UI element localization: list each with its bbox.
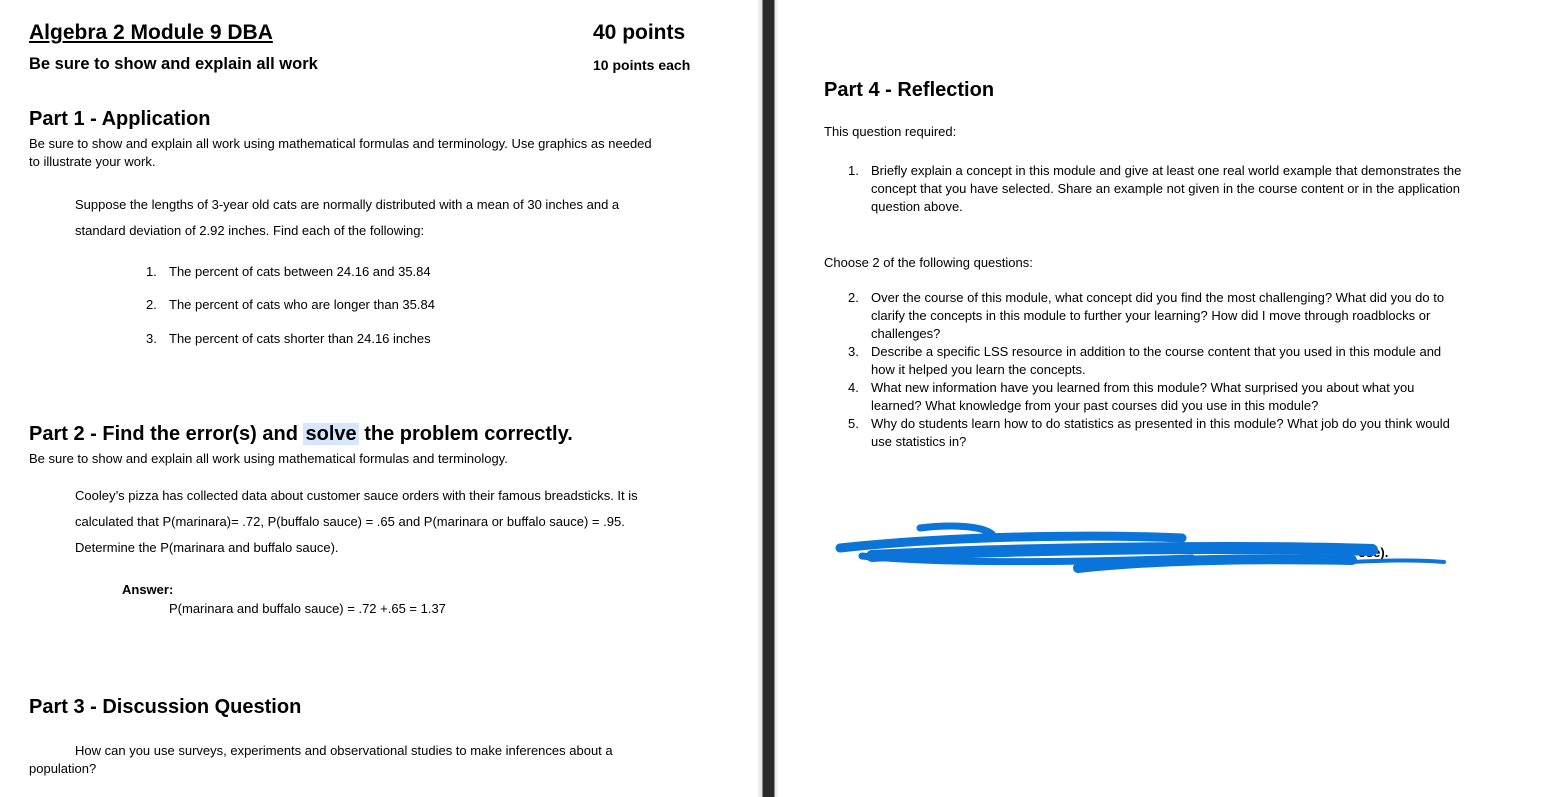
part4-required-list [848, 162, 1462, 216]
part1-instructions-line2: to illustrate your work. [29, 154, 156, 169]
part1-problem-line2: standard deviation of 2.92 inches. Find each of the following: [75, 223, 425, 238]
part2-problem-line3: Determine the P(marinara and buffalo sauce). [75, 540, 339, 555]
scribble-stroke-1 [920, 526, 992, 534]
redaction-scribble [832, 522, 1452, 582]
total-points: 40 points [593, 21, 686, 44]
part4-question-5: 5. Why do students learn how to do statistics as presented in this module? What job do you think would use statistics in? [848, 416, 1450, 449]
redacted-sentence-tail: ose). [1358, 545, 1389, 560]
part1-instructions [29, 135, 652, 171]
part1-question-list [146, 264, 435, 346]
part4-question-2: 2. Over the course of this module, what concept did you find the most challenging? What did you do to clarify the concepts in this module to further your learning? How did I move through roadblocks or challenges? [848, 290, 1445, 341]
part4-choice-list [848, 289, 1450, 451]
part4-required-label: This question required: [824, 124, 957, 139]
part4-question-4: 4. What new information have you learned from this module? What surprised you about what you learned? What knowledge from your past courses did you use in this module? [848, 380, 1415, 413]
part1-instructions-line1: Be sure to show and explain all work using mathematical formulas and terminology. Use graphics as needed [29, 136, 652, 151]
part2-problem-line1: Cooley’s pizza has collected data about customer sauce orders with their famous breadsticks. It is [75, 488, 638, 503]
part3-question-line1: How can you use surveys, experiments and observational studies to make inferences about a [75, 743, 613, 758]
part1-heading: Part 1 - Application [29, 108, 211, 130]
part4-choose-label: Choose 2 of the following questions: [824, 255, 1033, 270]
document-subtitle: Be sure to show and explain all work [29, 55, 318, 73]
part2-problem-line2: calculated that P(marinara)= .72, P(buffalo sauce) = .65 and P(marinara or buffalo sauce) = .95. [75, 514, 625, 529]
part1-question-3: 3. The percent of cats shorter than 24.16 inches [146, 331, 431, 346]
document-page-right [778, 0, 1548, 797]
part1-question-2: 2. The percent of cats who are longer than 35.84 [146, 297, 435, 312]
part4-question-1: 1. Briefly explain a concept in this module and give at least one real world example that demonstrates the concept that you have selected. Share an example not given in the course content or in the application question above. [848, 163, 1462, 214]
part1-problem-line1: Suppose the lengths of 3-year old cats are normally distributed with a mean of 30 inches and a [75, 197, 620, 212]
part3-heading: Part 3 - Discussion Question [29, 696, 302, 718]
part1-question-1: 1. The percent of cats between 24.16 and 35.84 [146, 264, 431, 279]
part2-heading: Part 2 - Find the error(s) and solve the problem correctly. [29, 423, 573, 445]
answer-label: Answer: [122, 582, 174, 597]
part3-question-line2: population? [29, 761, 97, 776]
scribble-stroke-5 [1352, 561, 1444, 563]
part3-question [29, 742, 729, 778]
part4-question-3: 3. Describe a specific LSS resource in addition to the course content that you used in this module and how it helped you learn the concepts. [848, 344, 1442, 377]
scribble-stroke-6 [862, 556, 1192, 562]
part1-problem [75, 192, 619, 244]
part2-problem [75, 483, 638, 561]
points-each: 10 points each [593, 57, 691, 73]
highlighted-word-solve: solve [305, 423, 357, 445]
page-divider [758, 0, 778, 797]
answer-text: P(marinara and buffalo sauce) = .72 +.65 = 1.37 [169, 601, 446, 616]
part2-instructions: Be sure to show and explain all work using mathematical formulas and terminology. [29, 451, 508, 466]
document-title: Algebra 2 Module 9 DBA [29, 21, 273, 44]
document-page-left [0, 0, 758, 797]
part4-heading: Part 4 - Reflection [824, 79, 995, 101]
